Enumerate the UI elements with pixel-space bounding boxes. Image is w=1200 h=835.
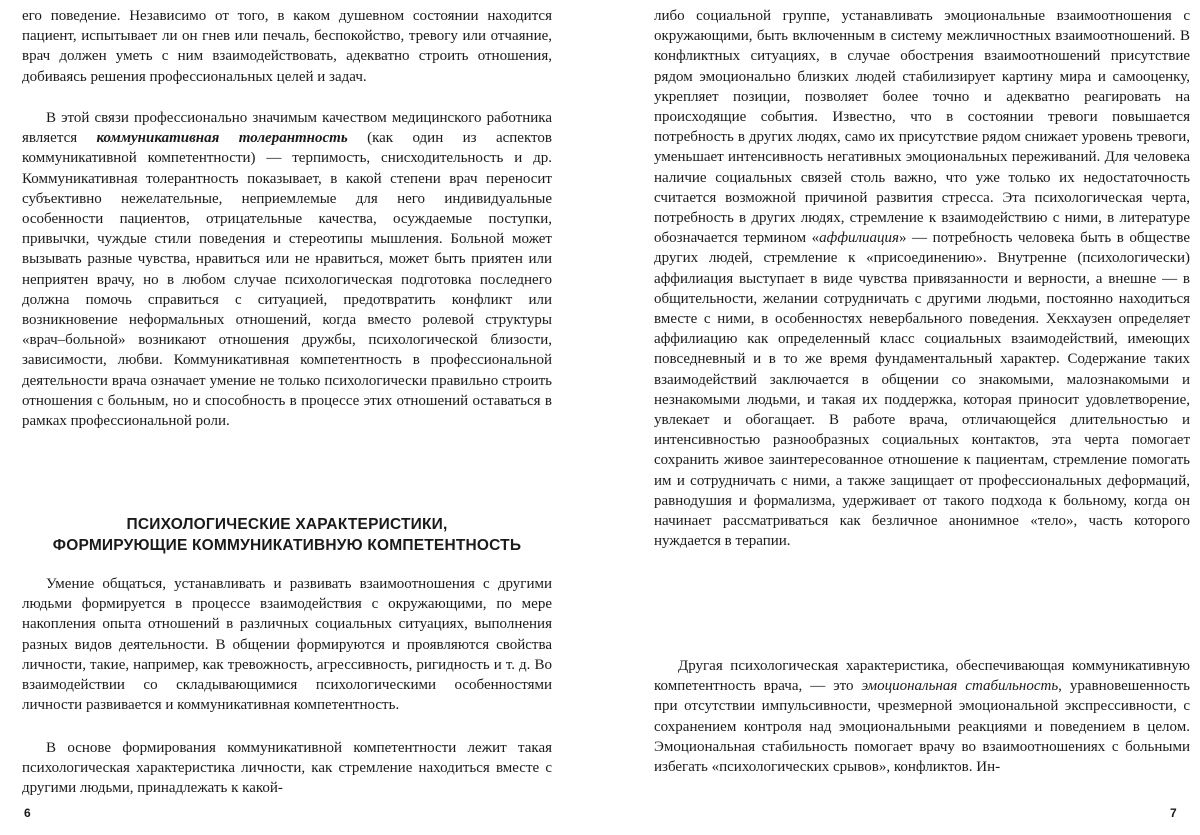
page-number-right: 7 bbox=[1170, 806, 1177, 820]
right-paragraph-2-start: Другая психологическая характеристика, обеспечивающая коммуникативную компетентность врача, — это bbox=[654, 658, 1190, 694]
left-paragraph-2-start: В этой связи профессионально значимым качеством медицинского работника является bbox=[22, 110, 552, 146]
left-paragraph-2-end: (как один из аспектов коммуникативной компетентности) — терпимость, снисходительность и др. Коммуникативная толерантность показывает, в какой степени врач переносит субъективно нежелательные, неприемлемые для него индивидуальные особенности пациентов, отрицательные качества, осуждаемые поступки, привычки, чуждые стили поведения и стереотипы мышления. Больной может вызывать разные чувства, нравиться или не нравиться, может быть приятен или неприятен врачу, но в любом случае психологическая подготовка последнего должна помочь справиться с ситуацией, предотвратить конфликт или возникновение неформальных отношений, когда вместо ролевой структуры «врач–больной» возникают отношения дружбы, психологической близости, зависимости, любви. Коммуникативная компетентность в профессиональной деятельности врача означает умение не только психологически правильно строить отношения с больным, но и способность в процессе этих отношений оставаться в рамках профессиональной роли. bbox=[22, 130, 552, 429]
left-paragraph-4: В основе формирования коммуникативной компетентности лежит такая психологическая характеристика личности, как стремление находиться вместе с другими людьми, принадлежать к какой- bbox=[22, 738, 552, 799]
left-paragraph-3: Умение общаться, устанавливать и развивать взаимоотношения с другими людьми формируется в процессе взаимодействия с окружающими, по мере накопления опыта отношений в различных социальных ситуациях, выполнения разных видов деятельности. В общении формируются и проявляются свойства личности, такие, например, как тревожность, агрессивность, ригидность и т. д. Во взаимодействии со складывающимися психологическими особенностями личности развивается и коммуникативная компетентность. bbox=[22, 574, 552, 715]
term-affiliation: аффилиация bbox=[819, 230, 899, 246]
term-communicative-tolerance: коммуникативная толерантность bbox=[97, 130, 348, 146]
page-number-left: 6 bbox=[24, 806, 31, 820]
section-heading bbox=[22, 514, 552, 556]
left-paragraph-1: его поведение. Независимо от того, в каком душевном состоянии находится пациент, испытывает ли он гнев или печаль, беспокойство, тревогу или отчаяние, врач должен уметь с ним взаимодействовать, адекватно строить отношения, добиваясь решения профессиональных целей и задач. bbox=[22, 6, 552, 87]
right-paragraph-1 bbox=[654, 6, 1190, 551]
right-paragraph-2-end: , уравновешенность при отсутствии импульсивности, чрезмерной эмоциональной экспрессивности, с сохранением контроля над эмоциональными реакциями и поведением в целом. Эмоциональная стабильность помогает врачу во взаимоотношениях с больными избегать «психологических срывов», конфликтов. Ин- bbox=[654, 678, 1190, 775]
section-heading-line-1: ПСИХОЛОГИЧЕСКИЕ ХАРАКТЕРИСТИКИ, bbox=[22, 514, 552, 535]
right-paragraph-1-end: » — потребность человека быть в обществе других людей, стремление к «присоединению». Внутренне (психологически) аффилиация выступает в виде чувства привязанности и верности, а внешне — в общительности, желании сотрудничать с другими людьми, постоянно находиться вместе с ними, в особенностях невербального поведения. Хекхаузен определяет аффилиацию как определенный класс социальных взаимодействий, имеющих повседневный и в то же время фундаментальный характер. Содержание таких взаимодействий заключается в общении со знакомыми, малознакомыми и незнакомыми людьми, и такая их поддержка, которая приносит удовлетворение, увлекает и обогащает. В работе врача, отличающейся длительностью и интенсивностью разнообразных социальных контактов, эта черта помогает сохранить живое заинтересованное отношение к пациентам, стремление помогать им и сотрудничать с ними, а также защищает от профессиональных деформаций, равнодушия и формализма, удерживает от такого подхода к больному, когда он начинает рассматриваться как безличное анонимное «тело», часть которого нуждается в терапии. bbox=[654, 230, 1190, 549]
section-heading-line-2: ФОРМИРУЮЩИЕ КОММУНИКАТИВНУЮ КОМПЕТЕНТНОСТЬ bbox=[22, 535, 552, 556]
right-paragraph-1-start: либо социальной группе, устанавливать эмоциональные взаимоотношения с окружающими, быть включенным в систему межличностных взаимоотношений. В конфликтных ситуациях, в случае обострения взаимоотношений присутствие рядом эмоционально близких людей стабилизирует картину мира и самооценку, укрепляет позиции, позволяет более точно и адекватно реагировать на происходящие события. Известно, что в состоянии тревоги повышается потребность в других людях, само их присутствие рядом снижает уровень тревоги, уменьшает интенсивность негативных эмоциональных переживаний. Для человека наличие социальных связей столь важно, что уже только их недостаточность считается возможной причиной развития стресса. Эта психологическая черта, потребность в других людях, стремление к взаимодействию с ними, в литературе обозначается термином « bbox=[654, 8, 1190, 246]
right-page bbox=[640, 0, 1200, 835]
term-emotional-stability: эмоциональная стабильность bbox=[861, 678, 1058, 694]
left-page bbox=[0, 0, 560, 835]
right-paragraph-2 bbox=[654, 656, 1190, 777]
left-paragraph-2 bbox=[22, 108, 552, 431]
